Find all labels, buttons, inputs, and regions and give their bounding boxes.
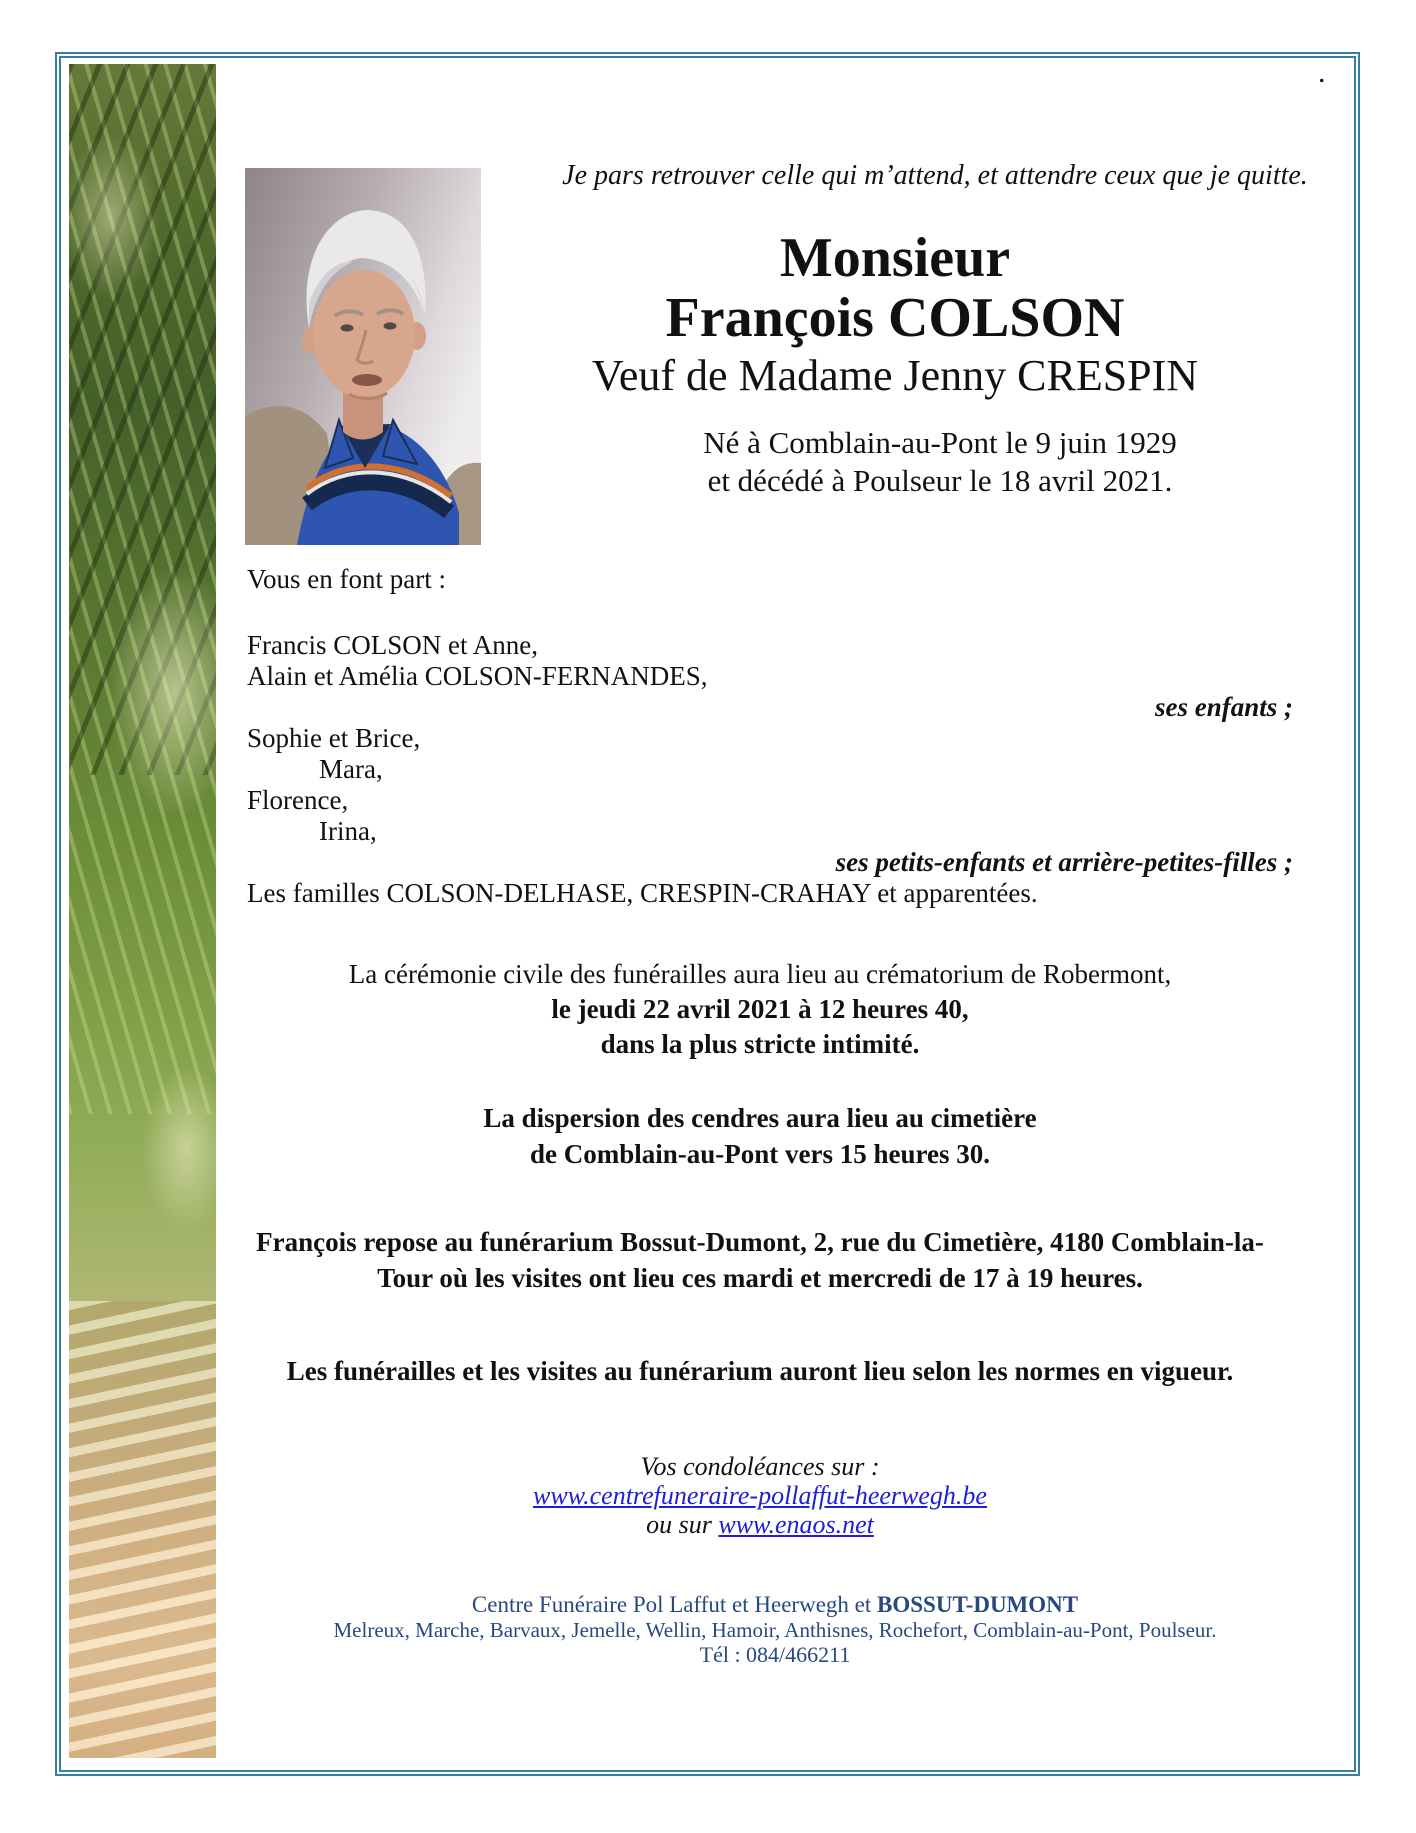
repose-block [230, 1224, 1290, 1296]
footer-company: Centre Funéraire Pol Laffut et Heerwegh et [471, 1592, 878, 1617]
ceremony-block [247, 957, 1273, 1062]
birth-line: Né à Comblain-au-Pont le 9 juin 1929 [703, 425, 1177, 460]
list-item: Irina, [319, 816, 377, 846]
corner-dot: . [1318, 56, 1326, 89]
repose-line: Tour où les visites ont lieu ces mardi et mercredi de 17 à 19 heures. [377, 1263, 1143, 1293]
condolences-link-enaos[interactable]: www.enaos.net [718, 1510, 874, 1539]
condolences-block [247, 1452, 1273, 1539]
list-item: Florence, [247, 785, 349, 815]
condolences-intro: Vos condoléances sur : [640, 1452, 880, 1481]
portrait-photo [245, 168, 481, 545]
ceremony-date-line: le jeudi 22 avril 2021 à 12 heures 40, [551, 994, 969, 1024]
list-item: Sophie et Brice, [247, 723, 421, 753]
dispersion-line: La dispersion des cendres aura lieu au cimetière [483, 1103, 1037, 1133]
footer-cities: Melreux, Marche, Barvaux, Jemelle, Wellin, Hamoir, Anthisnes, Rochefort, Comblain-au-Pont, Poulseur. [333, 1618, 1217, 1642]
deceased-name: François COLSON [665, 287, 1125, 349]
birth-death-block [460, 424, 1416, 500]
widower-line: Veuf de Madame Jenny CRESPIN [591, 351, 1199, 400]
deceased-title-block [460, 228, 1330, 403]
footer-company-bold: BOSSUT-DUMONT [877, 1592, 1079, 1617]
death-line: et décédé à Poulseur le 18 avril 2021. [707, 463, 1173, 498]
funeral-home-footer [247, 1592, 1303, 1667]
list-item: Mara, [319, 754, 383, 784]
ashes-dispersion-block [247, 1100, 1273, 1172]
repose-line: François repose au funérarium Bossut-Dumont, 2, rue du Cimetière, 4180 Comblain-la- [256, 1227, 1264, 1257]
ceremony-line: La cérémonie civile des funérailles aura lieu au crématorium de Robermont, [348, 959, 1172, 989]
family-list [247, 630, 1293, 909]
grandchildren-label: ses petits-enfants et arrière-petites-filles ; [835, 847, 1293, 877]
children-label: ses enfants ; [1154, 692, 1293, 722]
announcement-intro: Vous en font part : [247, 564, 446, 594]
list-item: Francis COLSON et Anne, [247, 630, 538, 660]
forest-path-strip-image [69, 64, 216, 1758]
covid-rules-line: Les funérailles et les visites au funérarium auront lieu selon les normes en vigueur. [286, 1356, 1234, 1386]
epitaph-quote: Je pars retrouver celle qui m’attend, et attendre ceux que je quitte. [562, 160, 1308, 191]
condolences-prefix: ou sur [646, 1510, 719, 1539]
families-line: Les familles COLSON-DELHASE, CRESPIN-CRAHAY et apparentées. [247, 878, 1038, 908]
ceremony-privacy-line: dans la plus stricte intimité. [600, 1029, 920, 1059]
civility-title: Monsieur [779, 227, 1011, 289]
condolences-link-funeraire[interactable]: www.centrefuneraire-pollaffut-heerwegh.be [533, 1481, 987, 1510]
footer-phone: Tél : 084/466211 [699, 1642, 851, 1667]
list-item: Alain et Amélia COLSON-FERNANDES, [247, 661, 708, 691]
dispersion-line: de Comblain-au-Pont vers 15 heures 30. [529, 1139, 990, 1169]
